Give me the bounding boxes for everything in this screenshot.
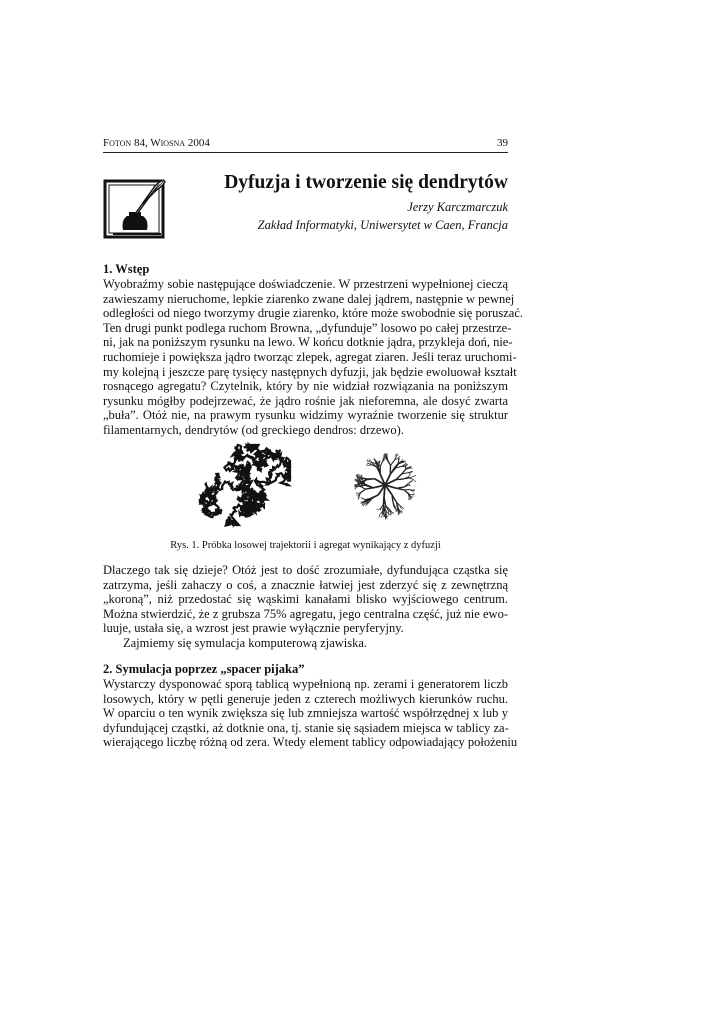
dendrite-branch — [410, 478, 414, 480]
running-head — [103, 137, 508, 153]
text-line: wierającego liczbę różną od zera. Wtedy element tablicy odpowiadający położeniu — [103, 735, 518, 750]
dendrite-branch — [380, 462, 383, 467]
text-line: luuje, ustała się, a wzrost jest prawie wyłącznie peryferyjny. — [103, 621, 404, 636]
text-line: losowych, który w pętli generuje jeden z czterech możliwych kierunków ruchu. — [103, 691, 508, 706]
text-line: Wyobraźmy sobie następujące doświadczenie. W przestrzeni wypełnionej cieczą — [103, 277, 508, 291]
trajectory-path — [257, 448, 290, 485]
journal-issue: Foton 84, Wiosna 2004 — [103, 137, 210, 149]
text-line: filamentarnych, dendrytów (od greckiego dendros: drzewo). — [103, 422, 404, 437]
dendrite-branch — [413, 491, 415, 492]
text-line: rysunku mógłby podejrzewać, że jądro rośnie jak nieforemna, ale dosyć zwarta — [103, 393, 508, 408]
dendrite-branch — [367, 465, 369, 466]
dendrite-branch — [408, 475, 410, 478]
text-line: zatrzyma, jeśli zahaczy o coś, a znacznie łatwiej jest zderzyć się z zewnętrzną — [103, 577, 508, 592]
dendrite-branch — [412, 494, 415, 495]
dendrite-branch — [358, 474, 360, 475]
dendrite-branch — [367, 479, 375, 480]
dendrite-branch — [412, 495, 414, 497]
text-line: „koroną”, niż przedostać się wąskimi kanałami blisko wyjściowego centrum. — [103, 592, 508, 607]
intro-paragraph — [103, 277, 524, 438]
dendrite-branch — [365, 488, 373, 489]
dendrite-branch — [388, 461, 391, 466]
inkwell-quill-icon — [103, 176, 169, 242]
trajectory-path — [199, 474, 222, 517]
text-line: rosnącego agregatu? Czytelnik, który by nie widział rozwiązania na poniższym — [103, 379, 508, 394]
dendrite-branch — [397, 487, 405, 488]
dendrite-branch — [392, 495, 393, 502]
figure-diffusion — [175, 440, 435, 530]
text-line: ruchomieje i powiększa jądro tworząc zlepek, agregat ziaren. Jeśli teraz uruchomi- — [103, 349, 517, 364]
text-line: my kolejną i jeszcze parę tysięcy następnych dyfuzji, jak będzie ewoluował kształt — [103, 364, 517, 379]
text-line: W oparciu o ten wynik zwiększa się lub zmniejsza wartość współrzędnej x lub y — [103, 706, 508, 721]
article-title: Dyfuzja i tworzenie się dendrytów — [224, 172, 508, 193]
random-trajectory-figure — [199, 445, 290, 525]
explanation-paragraph — [103, 563, 508, 651]
text-line: Można stwierdzić, że z grubsza 75% agregatu, jego centralna część, już nie ewo- — [103, 606, 508, 621]
text-line: odległości od niego tworzymy drugie ziarenko, które może swobodnie się poruszać. — [103, 306, 524, 321]
dendrite-branch — [413, 491, 414, 493]
dendrite-branch — [408, 498, 409, 500]
text-line: Ten drugi punkt podlega ruchom Browna, „dyfunduje” losowo po całej przestrze- — [103, 320, 512, 335]
text-line: Dlaczego tak się dzieje? Otóż jest to dość zrozumiałe, dyfundująca cząstka się — [103, 563, 508, 577]
dendrite-branch — [390, 513, 391, 515]
dendrite-branch — [401, 509, 403, 511]
dendrite-branch — [391, 460, 395, 465]
text-line: „buła”. Otóż nie, na prawym rysunku widzimy wyraźnie tworzenie się struktur — [103, 408, 508, 423]
author-affiliation: Zakład Informatyki, Uniwersytet w Caen, Francja — [257, 218, 508, 232]
dendrite-branch — [404, 490, 408, 493]
text-line: Zajmiemy się symulacja komputerową zjawiska. — [123, 635, 368, 650]
text-line: zawieszamy nieruchome, lepkie ziarenko zwane dalej jądrem, następnie w pewnej — [103, 291, 515, 306]
dendrite-branch — [403, 508, 405, 509]
article-author: Jerzy Karczmarczuk — [407, 200, 508, 214]
simulation-paragraph — [103, 677, 518, 750]
dendrite-aggregate-figure — [354, 453, 416, 520]
page-number: 39 — [497, 137, 508, 149]
figure-caption: Rys. 1. Próbka losowej trajektorii i agregat wynikający z dyfuzji — [170, 540, 441, 551]
dendrite-branch — [361, 489, 365, 492]
text-line: ni, jak na poniższym rysunku na lewo. W końcu dotknie jądra, przykleja doń, nie- — [103, 335, 513, 350]
section-heading-simulation: 2. Symulacja poprzez „spacer pijaka” — [103, 662, 305, 676]
dendrite-branch — [360, 485, 365, 486]
dendrite-branch — [379, 461, 380, 463]
dendrite-branch — [396, 479, 404, 480]
text-line: Wystarczy dysponować sporą tablicą wypełnioną np. zerami i generatorem liczb — [103, 677, 508, 691]
text-line: dyfundującej cząstki, aż dotknie ona, tj. stanie się sąsiadem miejsca w tablicy za- — [103, 720, 509, 735]
section-heading-intro: 1. Wstęp — [103, 262, 150, 276]
